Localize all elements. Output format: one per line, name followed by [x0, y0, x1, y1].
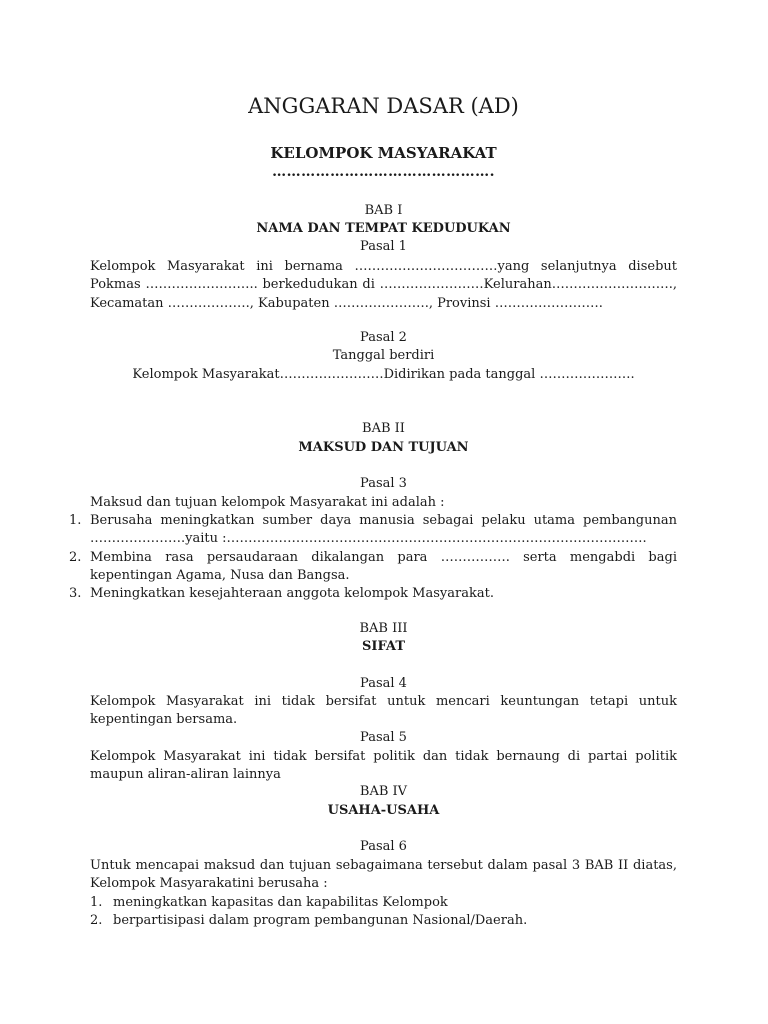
bab-4-heading: BAB IV	[359, 784, 408, 799]
list-item	[69, 549, 677, 586]
list-item	[90, 894, 677, 912]
pasal-4-label: Pasal 4	[360, 676, 407, 691]
document-subtitle: KELOMPOK MASYARAKAT	[270, 144, 497, 162]
pasal-1-text: Kelompok Masyarakat ini bernama ……………………………yang selanjutnya disebut Pokmas …………………….. berkedudukan di ……………………Kelurahan………………………., Kecamatan ………………., Kabupaten …………………., Provinsi …………………….	[90, 259, 677, 311]
list-item-number: 2.	[69, 549, 82, 565]
bab-2-heading: BAB II	[362, 421, 405, 436]
pasal-6-label: Pasal 6	[360, 839, 407, 854]
pasal-3-intro: Maksud dan tujuan kelompok Masyarakat ini adalah :	[90, 495, 445, 510]
list-item-number: 1.	[90, 895, 103, 910]
list-item-text: Membina rasa persaudaraan dikalangan para ……………. serta mengabdi bagi kepentingan Agama, Nusa dan Bangsa.	[90, 549, 677, 583]
bab-4-name: USAHA-USAHA	[327, 803, 440, 818]
pasal-5-label: Pasal 5	[360, 730, 407, 745]
bab-3-heading: BAB III	[359, 621, 408, 636]
list-item-text: Meningkatkan kesejahteraan anggota kelompok Masyarakat.	[90, 586, 494, 602]
pasal-3-label: Pasal 3	[360, 476, 407, 491]
bab-1-name: NAMA DAN TEMPAT KEDUDUKAN	[256, 221, 511, 236]
pasal-3-list	[69, 512, 677, 603]
list-item-text: Berusaha meningkatkan sumber daya manusia sebagai pelaku utama pembangunan ………………….yaitu :…………………………………………………………………………………….	[90, 513, 677, 547]
pasal-2-text: Kelompok Masyarakat……………………Didirikan pada tanggal ………………….	[132, 367, 635, 382]
document-title: ANGGARAN DASAR (AD)	[248, 94, 519, 118]
list-item	[69, 585, 677, 603]
list-item-number: 1.	[69, 513, 82, 528]
pasal-6-intro: Untuk mencapai maksud dan tujuan sebagaimana tersebut dalam pasal 3 BAB II diatas, Kelompok Masyarakatini berusaha :	[90, 858, 677, 892]
bab-2-name: MAKSUD DAN TUJUAN	[298, 440, 469, 455]
pasal-2-label: Pasal 2	[360, 330, 407, 345]
list-item-number: 2.	[90, 913, 103, 929]
pasal-5-text: Kelompok Masyarakat ini tidak bersifat politik dan tidak bernaung di partai politik maupun aliran-aliran lainnya	[90, 749, 677, 783]
list-item-number: 3.	[69, 586, 82, 602]
document-subtitle-dots: ……………………………………….	[272, 164, 495, 180]
list-item-text: berpartisipasi dalam program pembangunan Nasional/Daerah.	[113, 913, 528, 929]
pasal-2-heading: Tanggal berdiri	[332, 348, 435, 363]
bab-3-name: SIFAT	[362, 639, 405, 654]
bab-1-heading: BAB I	[364, 203, 403, 218]
pasal-4-text: Kelompok Masyarakat ini tidak bersifat untuk mencari keuntungan tetapi untuk kepentingan bersama.	[90, 694, 677, 728]
list-item-text: meningkatkan kapasitas dan kapabilitas Kelompok	[113, 895, 448, 910]
list-item	[90, 912, 677, 930]
pasal-1-label: Pasal 1	[360, 239, 407, 254]
list-item	[69, 512, 677, 549]
pasal-6-list	[90, 894, 677, 931]
